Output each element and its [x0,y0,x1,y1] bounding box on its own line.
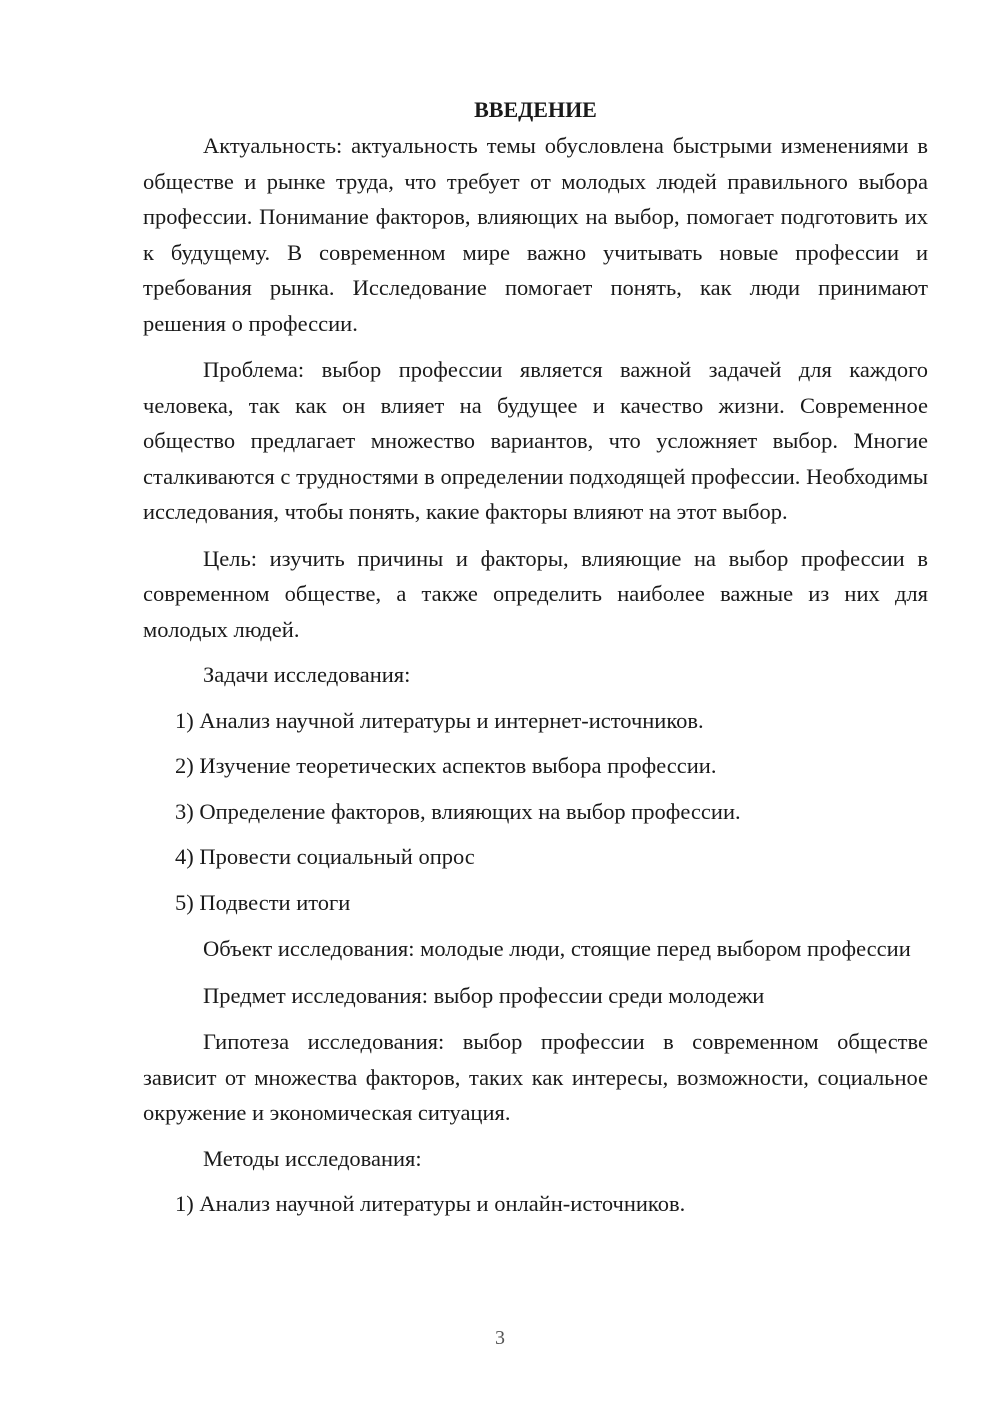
methods-heading: Методы исследования: [203,1145,422,1171]
hypothesis-paragraph: Гипотеза исследования: выбор профессии в современном обществе зависит от множества факторов, таких как интересы, возможности, социальное окружение и экономическая ситуация. [143,1029,928,1125]
problem-paragraph: Проблема: выбор профессии является важной задачей для каждого человека, так как он влияет на будущее и качество жизни. Современное общество предлагает множество вариантов, что усложняет выбор. Многие сталкиваются с трудностями в определении подходящей профессии. Необходимы исследования, чтобы понять, какие факторы влияют на этот выбор. [143,357,928,524]
subject-paragraph: Предмет исследования: выбор профессии среди молодежи [203,982,765,1008]
goal-paragraph: Цель: изучить причины и факторы, влияющие на выбор профессии в современном обществе, а также определить наиболее важные из них для молодых людей. [143,545,928,642]
relevance-paragraph: Актуальность: актуальность темы обусловлена быстрыми изменениями в обществе и рынке труда, что требует от молодых людей правильного выбора профессии. Понимание факторов, влияющих на выбор, помогает подготовить их к будущему. В современном мире важно учитывать новые профессии и требования рынка. Исследование помогает понять, как люди принимают решения о профессии. [143,133,928,336]
object-paragraph: Объект исследования: молодые люди, стоящие перед выбором профессии [203,936,911,961]
task-item-1: 1) Анализ научной литературы и интернет-источников. [175,707,704,733]
task-item-3: 3) Определение факторов, влияющих на выбор профессии. [175,798,741,824]
tasks-heading: Задачи исследования: [203,662,411,687]
task-item-4: 4) Провести социальный опрос [175,844,475,869]
section-title: ВВЕДЕНИЕ [474,97,597,122]
task-item-5: 5) Подвести итоги [175,889,351,915]
document-page [143,93,928,1222]
method-item-1: 1) Анализ научной литературы и онлайн-источников. [175,1191,686,1216]
task-item-2: 2) Изучение теоретических аспектов выбора профессии. [175,753,717,778]
page-number: 3 [495,1327,505,1349]
